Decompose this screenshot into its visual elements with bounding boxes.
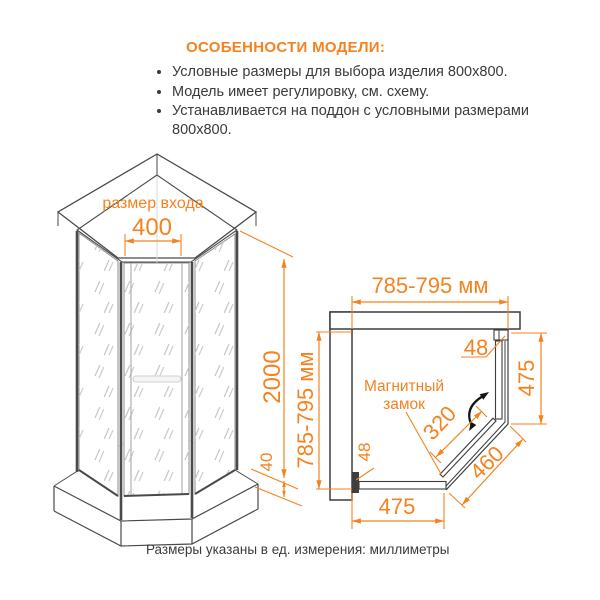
plan-top-wall: [330, 312, 520, 329]
door-glass-value: 320: [417, 400, 462, 445]
height-value: 2000: [259, 350, 286, 404]
plan-wall-profile-bottom: [352, 472, 359, 493]
entrance-size-label: размер входа: [102, 195, 204, 212]
feature-item: • Модель имеет регулировку, см. схему.: [172, 83, 554, 102]
dim-entrance: [102, 195, 203, 256]
features-heading: ОСОБЕННОСТИ МОДЕЛИ:: [186, 39, 386, 56]
plan-right-glass: [496, 341, 503, 419]
diagonal-side-value: 460: [464, 440, 509, 485]
feature-item: • Устанавливается на поддон с условными размерами 800x800.: [172, 102, 554, 140]
units-note: Размеры указаны в ед. измерения: миллиметры: [146, 542, 450, 557]
plan-left-wall: [330, 312, 352, 500]
plan-bottom-side-value: 475: [378, 494, 416, 519]
door-handle: [133, 376, 181, 382]
plan-bottom-glass: [359, 482, 446, 490]
dim-plan-right-side: [511, 333, 547, 424]
iso-glass-right: [195, 234, 235, 494]
plan-right-side-value: 475: [514, 359, 539, 397]
plan-view: [293, 273, 547, 529]
profile-top-value: 48: [463, 335, 489, 360]
lock-label-line1: Магнитный: [363, 378, 445, 395]
plan-wall-profile-top: [494, 330, 508, 340]
plan-width-top-value: 785-795 мм: [371, 273, 489, 298]
plan-width-left-value: 785-795 мм: [293, 351, 318, 469]
lock-label-line2: замок: [383, 396, 425, 413]
profile-bottom-value: 48: [355, 442, 374, 462]
iso-view: [54, 154, 302, 546]
dim-diagonal-side: [449, 426, 526, 508]
tray-height-value: 40: [257, 452, 276, 472]
dim-plan-bottom-side: [352, 493, 444, 529]
entrance-width-value: 400: [131, 214, 173, 241]
iso-glass-left: [79, 233, 118, 496]
feature-item: • Условные размеры для выбора изделия 800x800.: [172, 63, 554, 82]
